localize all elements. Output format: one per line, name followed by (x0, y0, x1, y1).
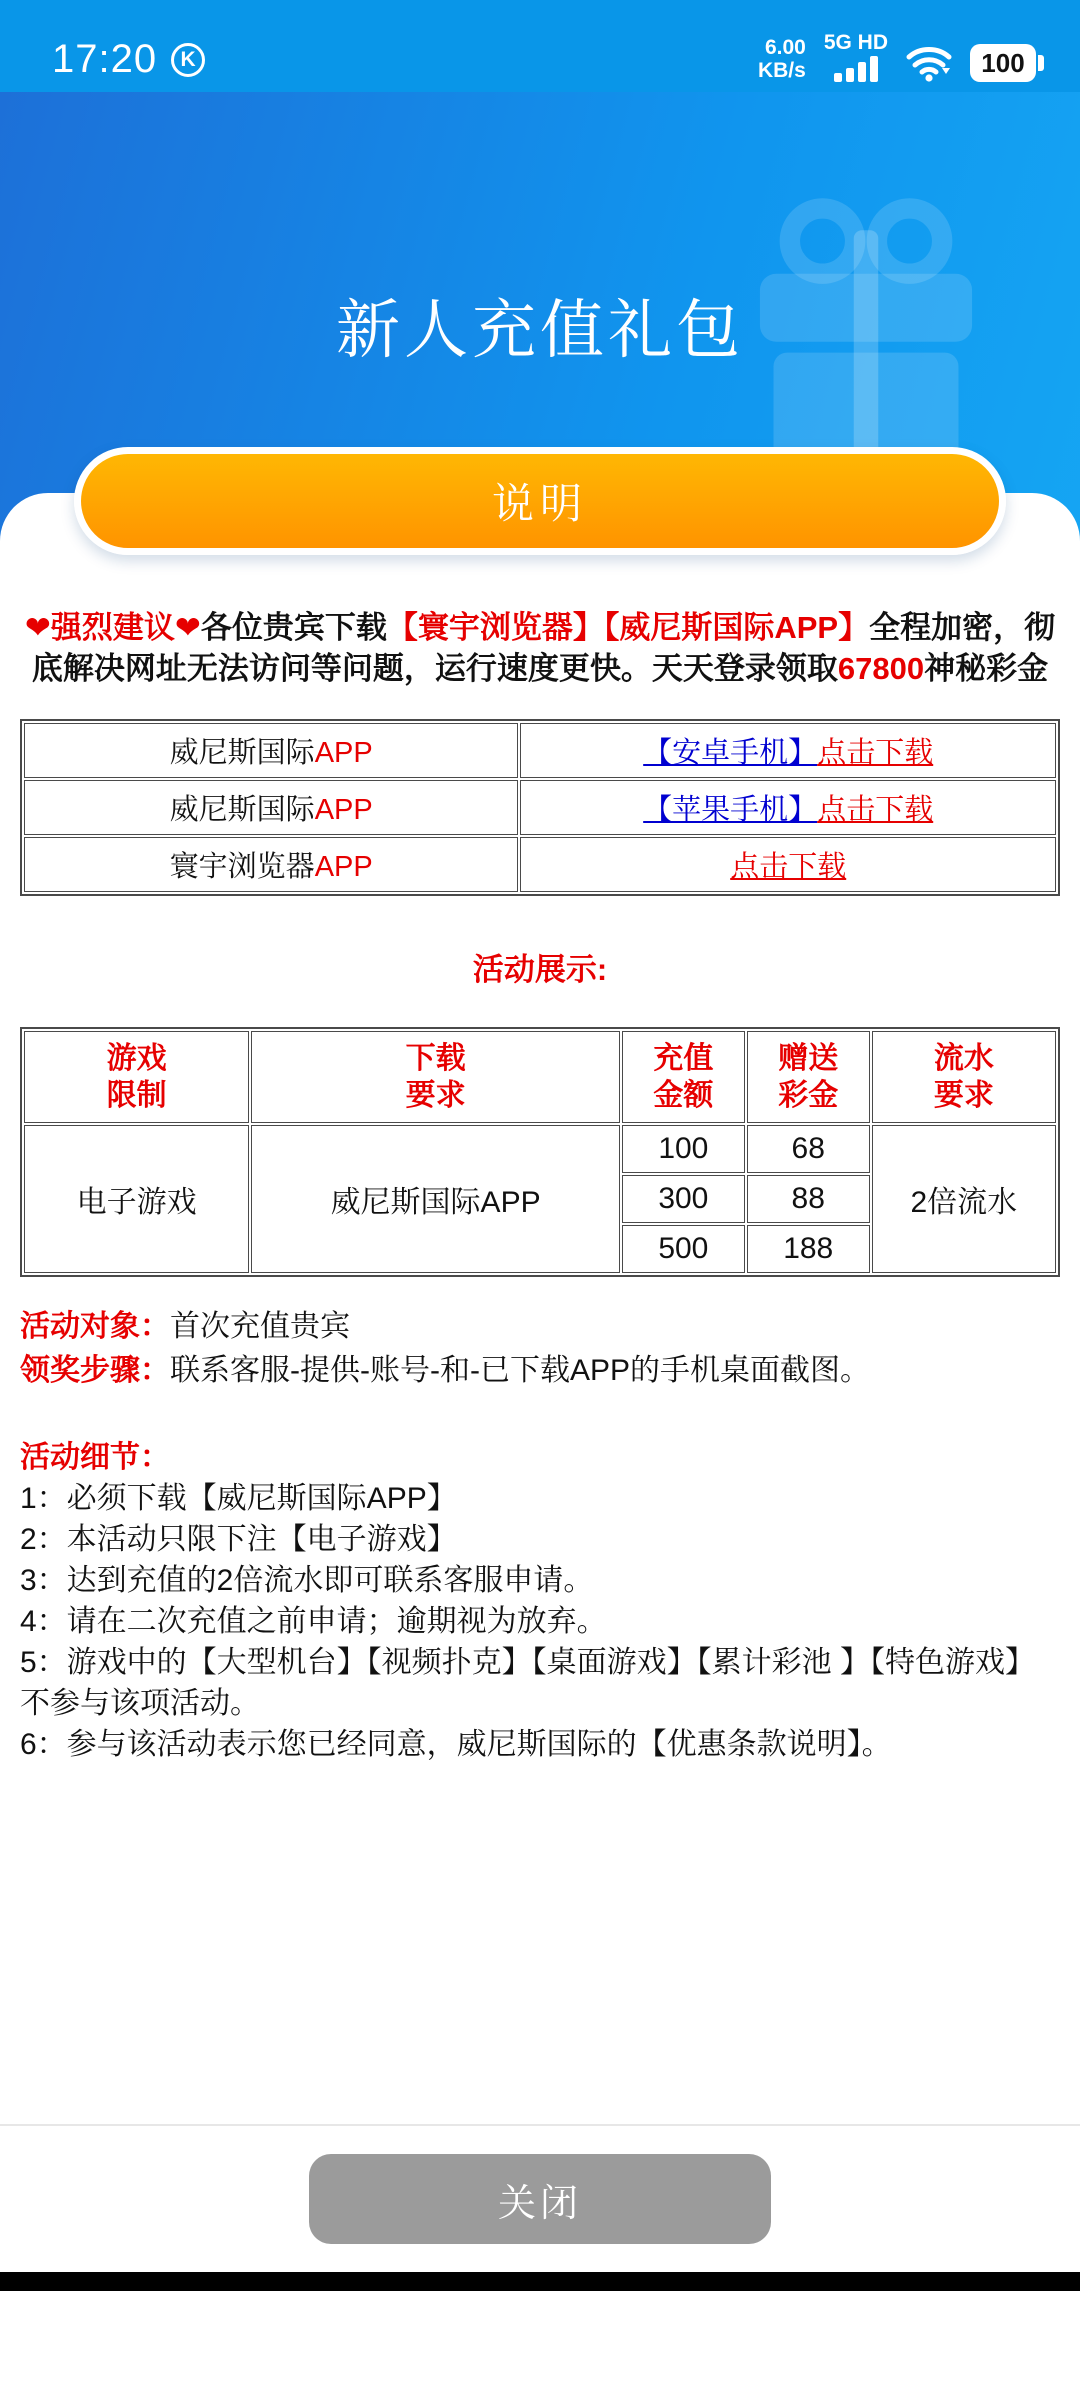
promo-row (24, 1125, 1056, 1173)
app-name: 威尼斯国际 (169, 794, 315, 826)
activity-target-line (20, 1305, 1060, 1349)
circled-k-icon: K (171, 43, 205, 77)
bonus-cell: 188 (747, 1225, 870, 1273)
notice-segment: 神秘彩金 (924, 651, 1049, 686)
app-name-cell (24, 837, 518, 892)
explain-button[interactable]: 说明 (74, 447, 1006, 555)
ios-download-link[interactable]: 【苹果手机】 (643, 794, 818, 826)
activity-details (20, 1437, 1060, 1765)
cellular-signal (824, 32, 888, 82)
detail-item: 6：参与该活动表示您已经同意，威尼斯国际的【优惠条款说明】。 (20, 1728, 892, 1761)
notice-segment: 【威尼斯国际APP】 (603, 610, 870, 645)
download-link-cell (520, 780, 1056, 835)
footer-divider (0, 2124, 1080, 2126)
recommendation-notice (24, 607, 1056, 689)
app-suffix: APP (314, 737, 373, 769)
detail-item: 3：达到充值的2倍流水即可联系客服申请。 (20, 1564, 594, 1597)
notice-segment: ❤强烈建议❤ (24, 610, 201, 645)
info-label: 活动对象： (20, 1310, 170, 1343)
status-bar-left (52, 37, 205, 82)
info-text: 联系客服-提供-账号-和-已下载APP的手机桌面截图。 (170, 1354, 870, 1387)
download-table (20, 719, 1060, 896)
detail-item: 2：本活动只限下注【电子游戏】 (20, 1523, 457, 1556)
wifi-icon (906, 44, 952, 82)
status-bar-right (758, 32, 1044, 82)
status-bar (0, 0, 1080, 92)
notice-segment: 【寰宇浏览器】 (386, 610, 604, 645)
table-row (24, 780, 1056, 835)
bottom-black-bar (0, 2272, 1080, 2291)
app-name: 威尼斯国际 (169, 737, 315, 769)
detail-item: 5：游戏中的【大型机台】【视频扑克】【桌面游戏】【累计彩池 】【特色游戏】不参与该项活动。 (20, 1646, 1036, 1720)
signal-bars-icon (834, 56, 878, 82)
network-type-label: 5G HD (823, 31, 888, 54)
app-name-cell (24, 723, 518, 778)
app-name: 寰宇浏览器 (169, 851, 315, 883)
detail-item: 4：请在二次充值之前申请；逾期视为放弃。 (20, 1605, 607, 1638)
download-link[interactable]: 点击下载 (817, 794, 934, 826)
close-button[interactable]: 关闭 (309, 2154, 771, 2244)
android-download-link[interactable]: 【安卓手机】 (643, 737, 818, 769)
section-title: 活动展示: (472, 952, 608, 987)
deposit-cell: 500 (622, 1225, 745, 1273)
browser-download-link[interactable]: 点击下载 (730, 851, 847, 883)
claim-steps-line (20, 1349, 1060, 1393)
notice-segment: 各位贵宾下载 (200, 610, 387, 645)
app-suffix: APP (314, 851, 373, 883)
page-title: 新人充值礼包 (336, 294, 744, 366)
info-label: 领奖步骤： (20, 1354, 170, 1387)
table-row (24, 723, 1056, 778)
column-header: 赠送 彩金 (747, 1031, 870, 1123)
game-limit-cell: 电子游戏 (24, 1125, 249, 1273)
column-header: 充值 金额 (622, 1031, 745, 1123)
notice-segment: 全程加密，彻底解决网址无法访问等问题，运行速度更快。天天登录领取 (31, 610, 1056, 686)
details-title: 活动细节： (20, 1441, 170, 1474)
network-speed-unit: KB/s (757, 59, 806, 82)
table-row (24, 837, 1056, 892)
download-link[interactable]: 点击下载 (817, 737, 934, 769)
clock: 17:20 (52, 37, 158, 81)
app-suffix: APP (314, 794, 373, 826)
bonus-cell: 88 (747, 1175, 870, 1223)
info-text: 首次充值贵宾 (170, 1310, 350, 1343)
notice-segment: 67800 (837, 651, 925, 686)
deposit-cell: 300 (622, 1175, 745, 1223)
flow-requirement-cell: 2倍流水 (872, 1125, 1056, 1273)
battery-icon (970, 44, 1044, 82)
column-header: 流水 要求 (872, 1031, 1056, 1123)
app-name-cell (24, 780, 518, 835)
download-link-cell (520, 723, 1056, 778)
column-header: 下载 要求 (251, 1031, 620, 1123)
detail-item: 1：必须下载【威尼斯国际APP】 (20, 1482, 457, 1515)
network-speed (758, 36, 806, 82)
content-card (0, 480, 1080, 1765)
column-header: 游戏 限制 (24, 1031, 249, 1123)
deposit-cell: 100 (622, 1125, 745, 1173)
promo-header-row (24, 1031, 1056, 1123)
battery-level: 100 (970, 44, 1036, 82)
promo-table (20, 1027, 1060, 1277)
download-link-cell (520, 837, 1056, 892)
download-requirement-cell: 威尼斯国际APP (251, 1125, 620, 1273)
activity-info (20, 1305, 1060, 1393)
network-speed-value: 6.00 (764, 36, 806, 59)
bonus-cell: 68 (747, 1125, 870, 1173)
